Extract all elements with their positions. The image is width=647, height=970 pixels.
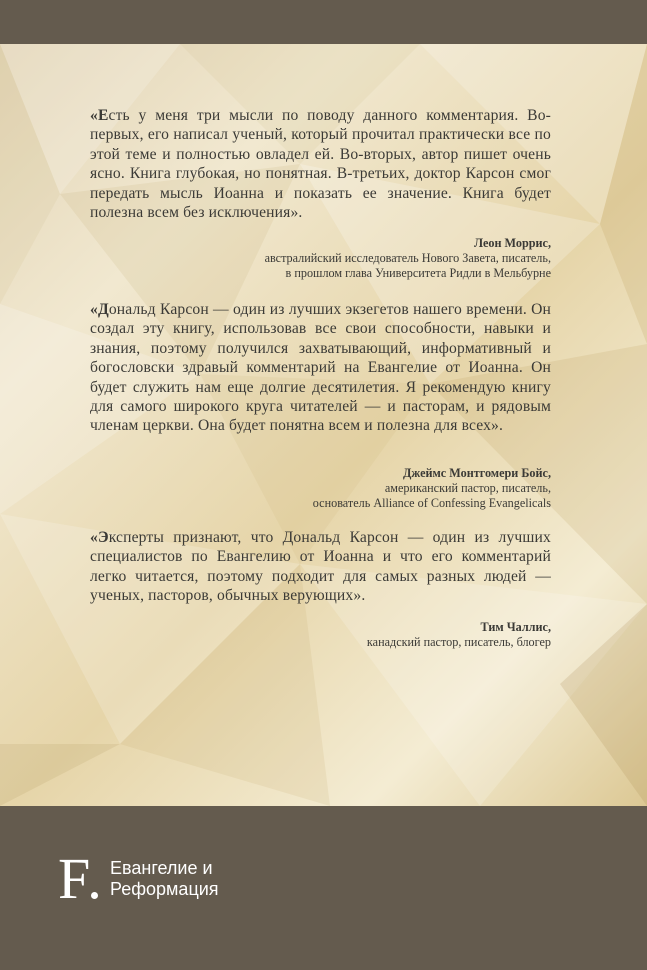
publisher-name-line: Реформация: [110, 879, 219, 899]
author-description: основатель Alliance of Confessing Evangelicals: [312, 496, 551, 510]
author-description: в прошлом глава Университета Ридли в Мельбурне: [285, 266, 551, 280]
quote-lead-letter: «Д: [90, 301, 109, 318]
author-name: Джеймс Монтгомери Бойс,: [403, 466, 551, 480]
publisher-name: [110, 858, 219, 900]
author-name: Леон Моррис,: [473, 236, 551, 250]
quote-text: ксперты признают, что Дональд Карсон — один из лучших специалистов по Евангелию от Иоанна и что его комментарий легко читается, поэтому подходит для самых разных людей — ученых, пасторов, обычных верующих».: [90, 529, 551, 605]
author-description: американский пастор, писатель,: [384, 481, 551, 495]
quote-text: ональд Карсон — один из лучших экзегетов нашего времени. Он создал эту книгу, использовав все свои способности, навыки и знания, поэтому получился захватывающий, информативный и богословски здравый комментарий на Евангелие от Иоанна. Он будет служить нам еще долгие десятилетия. Я рекомендую книгу для самого широкого круга читателей — и пасторам, и рядовым членам церкви. Она будет понятна всем и полезна для всех».: [90, 301, 551, 435]
author-name: Тим Чаллис,: [480, 620, 551, 634]
quote-challies: [90, 528, 551, 606]
author-description: канадский пастор, писатель, блогер: [366, 635, 551, 649]
publisher-name-line: Евангелие и: [110, 858, 213, 878]
quote-lead-letter: «Е: [90, 107, 109, 124]
publisher-mark-dot: [91, 892, 98, 899]
publisher-mark: F: [58, 846, 91, 911]
attribution-boice: [90, 466, 551, 511]
attribution-challies: [90, 620, 551, 650]
quote-boice: [90, 300, 551, 436]
author-description: австралийский исследователь Нового Завета, писатель,: [264, 251, 551, 265]
top-band: [0, 0, 647, 44]
quote-morris: [90, 106, 551, 222]
quote-lead-letter: «Э: [90, 529, 109, 546]
publisher-logo: [58, 846, 268, 912]
quote-text: сть у меня три мысли по поводу данного комментария. Во-первых, его написал ученый, который прочитал практически все по этой теме и полностью овладел ей. Во-вторых, автор пишет очень ясно. Книга глубокая, но понятная. В-третьих, доктор Карсон смог передать мысль Иоанна и показать ее значение. Книга будет полезна всем без исключения».: [90, 107, 551, 222]
attribution-morris: [90, 236, 551, 281]
